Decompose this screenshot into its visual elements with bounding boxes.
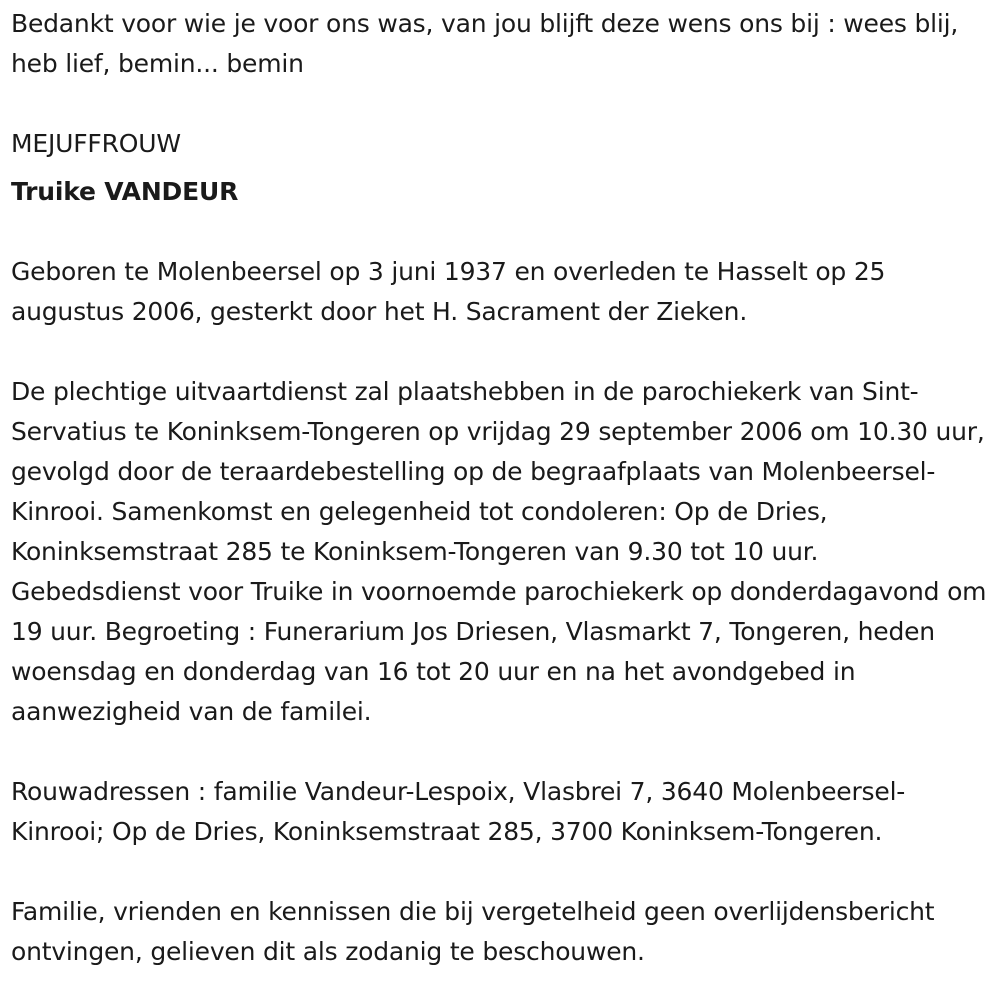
spacer (11, 84, 990, 124)
spacer (11, 332, 990, 372)
mourning-addresses-paragraph: Rouwadressen : familie Vandeur-Lespoix, Vlasbrei 7, 3640 Molenbeersel-Kinrooi; Op de Dries, Koninksemstraat 285, 3700 Koninksem-Tongeren. (11, 777, 906, 846)
spacer (11, 852, 990, 892)
memorial-quote: Bedankt voor wie je voor ons was, van jou blijft deze wens ons bij : wees blij, heb lief, bemin... bemin (11, 9, 959, 78)
deceased-name: Truike VANDEUR (11, 177, 239, 206)
spacer (11, 212, 990, 252)
closing-paragraph: Familie, vrienden en kennissen die bij vergetelheid geen overlijdensbericht ontvingen, gelieven dit als zodanig te beschouwen. (11, 897, 935, 966)
honorific-title: MEJUFFROUW (11, 129, 181, 158)
funeral-service-paragraph: De plechtige uitvaartdienst zal plaatshebben in de parochiekerk van Sint-Servatius te Koninksem-Tongeren op vrijdag 29 september 2006 om 10.30 uur, gevolgd door de teraardebestelling op de begraafplaats van Molenbeersel-Kinrooi. Samenkomst en gelegenheid tot condoleren: Op de Dries, Koninksemstraat 285 te Koninksem-Tongeren van 9.30 tot 10 uur. Gebedsdienst voor Truike in voornoemde parochiekerk op donderdagavond om 19 uur. Begroeting : Funerarium Jos Driesen, Vlasmarkt 7, Tongeren, heden woensdag en donderdag van 16 tot 20 uur en na het avondgebed in aanwezigheid van de familei. (11, 377, 987, 726)
birth-death-paragraph: Geboren te Molenbeersel op 3 juni 1937 en overleden te Hasselt op 25 augustus 2006, gesterkt door het H. Sacrament der Zieken. (11, 257, 886, 326)
spacer (11, 732, 990, 772)
